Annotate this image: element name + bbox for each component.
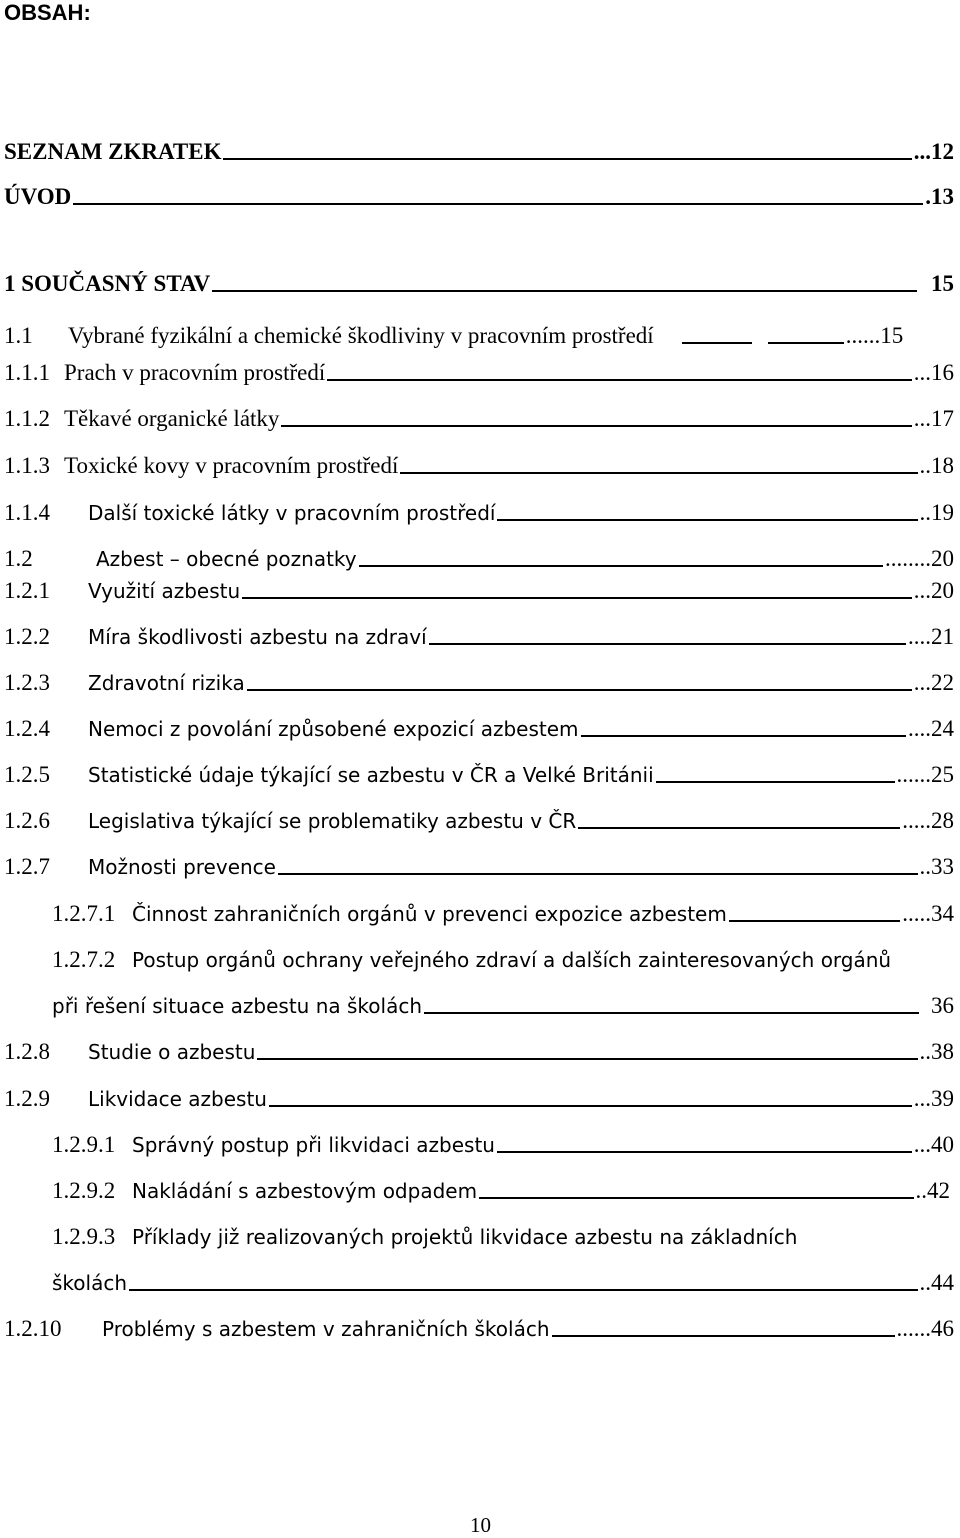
toc-leader-line bbox=[73, 203, 923, 205]
toc-section-number: 1.2.10 bbox=[4, 1316, 62, 1341]
toc-leader-dots: .... bbox=[908, 624, 931, 649]
toc-leader-line bbox=[656, 781, 895, 783]
toc-entry-1-2-9-3[interactable] bbox=[52, 1222, 797, 1252]
toc-entry-title: Postup orgánů ochrany veřejného zdraví a dalších zainteresovaných orgánů bbox=[132, 948, 892, 972]
toc-entry-1-2-2[interactable] bbox=[4, 622, 954, 652]
toc-entry-title: Nemoci z povolání způsobené expozicí azbestem bbox=[88, 717, 579, 741]
toc-section-number: 1.2.9.2 bbox=[52, 1178, 116, 1203]
toc-leader-dots: .... bbox=[908, 716, 931, 741]
toc-entry-title: Vybrané fyzikální a chemické škodliviny v pracovním prostředí bbox=[68, 323, 654, 348]
toc-page-number: 25 bbox=[931, 762, 954, 787]
toc-leader-dots: ... bbox=[913, 578, 931, 603]
toc-page-number: 22 bbox=[931, 670, 954, 695]
toc-leader-line bbox=[223, 158, 911, 160]
toc-entry-1-2-9[interactable] bbox=[4, 1084, 954, 1114]
toc-entry-1-1-2[interactable] bbox=[4, 404, 954, 434]
toc-entry-1-1[interactable] bbox=[4, 321, 954, 351]
toc-entry-title: Toxické kovy v pracovním prostředí bbox=[64, 453, 399, 478]
toc-leader-line bbox=[497, 519, 917, 521]
toc-leader-dots: ..... bbox=[902, 808, 931, 833]
toc-entry-title: Studie o azbestu bbox=[88, 1040, 256, 1064]
toc-entry-title: Možnosti prevence bbox=[88, 855, 276, 879]
toc-entry-title: Statistické údaje týkající se azbestu v ČR a Velké Británii bbox=[88, 763, 654, 787]
toc-page-number: 42 bbox=[927, 1178, 950, 1203]
toc-section-number: 1.2.8 bbox=[4, 1039, 50, 1064]
toc-leader-line bbox=[768, 342, 844, 344]
toc-leader-dots: ... bbox=[913, 360, 931, 385]
toc-entry-title: Likvidace azbestu bbox=[88, 1087, 267, 1111]
toc-page-number: 19 bbox=[931, 500, 954, 525]
toc-leader-line bbox=[281, 425, 911, 427]
toc-section-number: 1.1 bbox=[4, 323, 33, 348]
toc-section-number: 1.2.9.1 bbox=[52, 1132, 116, 1157]
toc-entry-1-2-3[interactable] bbox=[4, 668, 954, 698]
toc-page-number: 24 bbox=[931, 716, 954, 741]
toc-leader-dots: .. bbox=[919, 453, 931, 478]
toc-entry-1-2-5[interactable] bbox=[4, 760, 954, 790]
toc-leader-dots: ... bbox=[913, 139, 931, 164]
toc-leader-dots: .. bbox=[919, 1039, 931, 1064]
toc-leader-line bbox=[682, 342, 752, 344]
toc-section-number: 1.2.4 bbox=[4, 716, 50, 741]
toc-leader-line bbox=[278, 873, 918, 875]
toc-entry-chapter-1[interactable] bbox=[4, 269, 954, 299]
toc-section-number: 1.1.3 bbox=[4, 453, 50, 478]
toc-leader-dots: ... bbox=[913, 1132, 931, 1157]
toc-section-number: 1.2.9.3 bbox=[52, 1224, 116, 1249]
toc-entry-1-2-10[interactable] bbox=[4, 1314, 954, 1344]
toc-leader-dots: ...... bbox=[896, 1316, 931, 1341]
toc-leader-line bbox=[424, 1012, 919, 1014]
toc-leader-line bbox=[269, 1105, 912, 1107]
toc-leader-dots: .. bbox=[919, 1270, 931, 1295]
toc-section-number: 1.2.9 bbox=[4, 1086, 50, 1111]
toc-section-number: 1.2 bbox=[4, 546, 33, 571]
toc-entry-title: Problémy s azbestem v zahraničních školách bbox=[102, 1317, 550, 1341]
toc-entry-title: Legislativa týkající se problematiky azbestu v ČR bbox=[88, 809, 577, 833]
toc-leader-line bbox=[359, 565, 883, 567]
toc-leader-line bbox=[578, 827, 900, 829]
toc-leader-line bbox=[212, 290, 917, 292]
toc-section-number: 1.1.2 bbox=[4, 406, 50, 431]
toc-page-number: 12 bbox=[931, 139, 954, 164]
toc-leader-line bbox=[479, 1197, 913, 1199]
toc-entry-1-1-4[interactable] bbox=[4, 498, 954, 528]
page-number: 10 bbox=[470, 1513, 491, 1537]
toc-page-number: 33 bbox=[931, 854, 954, 879]
toc-leader-dots: ........ bbox=[885, 546, 931, 571]
toc-section-number: 1.2.5 bbox=[4, 762, 50, 787]
toc-entry-abbreviations[interactable] bbox=[4, 137, 954, 167]
toc-page-number: 20 bbox=[931, 546, 954, 571]
toc-entry-title: Těkavé organické látky bbox=[64, 406, 280, 431]
toc-page-number: 34 bbox=[931, 901, 954, 926]
toc-leader-line bbox=[400, 472, 917, 474]
toc-leader-dots: ...... bbox=[845, 323, 881, 348]
toc-entry-title: Příklady již realizovaných projektů likvidace azbestu na základních bbox=[132, 1225, 798, 1249]
toc-leader-line bbox=[429, 643, 906, 645]
toc-section-number: 1.2.7 bbox=[4, 854, 50, 879]
toc-entry-1-2-7-1[interactable] bbox=[52, 899, 954, 929]
toc-leader-line bbox=[552, 1335, 895, 1337]
toc-entry-label: ÚVOD bbox=[4, 184, 72, 209]
toc-leader-line bbox=[581, 735, 906, 737]
toc-entry-1-2-1[interactable] bbox=[4, 576, 954, 606]
toc-leader-dots: .. bbox=[915, 1178, 927, 1203]
toc-section-number: 1.1.1 bbox=[4, 360, 50, 385]
toc-entry-1-2-7-2[interactable] bbox=[52, 945, 891, 975]
toc-leader-line bbox=[242, 597, 912, 599]
toc-entry-title: Využití azbestu bbox=[88, 579, 241, 603]
toc-section-number: 1.1.4 bbox=[4, 500, 50, 525]
toc-entry-title: Další toxické látky v pracovním prostředí bbox=[88, 501, 496, 525]
toc-leader-line bbox=[327, 379, 912, 381]
toc-leader-line bbox=[257, 1058, 917, 1060]
toc-entry-title-continued: školách bbox=[52, 1271, 128, 1295]
toc-page-number: 40 bbox=[931, 1132, 954, 1157]
toc-section-number: 1.2.3 bbox=[4, 670, 50, 695]
toc-entry-intro[interactable] bbox=[4, 182, 954, 212]
toc-leader-dots: .. bbox=[919, 500, 931, 525]
toc-entry-1-2-4[interactable] bbox=[4, 714, 954, 744]
toc-leader-dots: ..... bbox=[902, 901, 931, 926]
toc-entry-1-1-1[interactable] bbox=[4, 358, 954, 388]
toc-page-number: 38 bbox=[931, 1039, 954, 1064]
toc-heading: OBSAH: bbox=[4, 0, 91, 25]
toc-entry-title-continued: při řešení situace azbestu na školách bbox=[52, 994, 422, 1018]
toc-page-number: 28 bbox=[931, 808, 954, 833]
toc-leader-dots: ...... bbox=[896, 762, 931, 787]
toc-entry-1-2-8[interactable] bbox=[4, 1037, 954, 1067]
toc-entry-label: SEZNAM ZKRATEK bbox=[4, 139, 222, 164]
toc-entry-1-1-3[interactable] bbox=[4, 451, 954, 481]
toc-entry-1-2-6[interactable] bbox=[4, 806, 954, 836]
toc-entry-1-2-9-1[interactable] bbox=[52, 1130, 954, 1160]
toc-entry-title: Činnost zahraničních orgánů v prevenci expozice azbestem bbox=[132, 902, 727, 926]
toc-section-number: 1.2.2 bbox=[4, 624, 50, 649]
toc-leader-dots: . bbox=[925, 184, 931, 209]
toc-page-number: 21 bbox=[931, 624, 954, 649]
toc-page-number: 20 bbox=[931, 578, 954, 603]
toc-section-number: 1.2.7.2 bbox=[52, 947, 116, 972]
toc-entry-1-2-7[interactable] bbox=[4, 852, 954, 882]
toc-entry-title: Nakládání s azbestovým odpadem bbox=[132, 1179, 478, 1203]
toc-section-number: 1.2.6 bbox=[4, 808, 50, 833]
toc-leader-dots: .. bbox=[919, 854, 931, 879]
toc-entry-label: 1 SOUČASNÝ STAV bbox=[4, 271, 211, 296]
toc-page-number: 36 bbox=[931, 993, 954, 1018]
toc-entry-title: Míra škodlivosti azbestu na zdraví bbox=[88, 625, 427, 649]
toc-entry-title: Azbest – obecné poznatky bbox=[96, 547, 357, 571]
toc-leader-dots: ... bbox=[913, 406, 931, 431]
toc-leader-line bbox=[497, 1151, 912, 1153]
toc-page-number: 13 bbox=[931, 184, 954, 209]
toc-entry-1-2-9-2[interactable] bbox=[52, 1176, 950, 1206]
toc-page-number: 16 bbox=[931, 360, 954, 385]
toc-leader-line bbox=[729, 920, 900, 922]
toc-page-number: 46 bbox=[931, 1316, 954, 1341]
toc-section-number: 1.2.1 bbox=[4, 578, 50, 603]
toc-page-number: 39 bbox=[931, 1086, 954, 1111]
toc-entry-title: Správný postup při likvidaci azbestu bbox=[132, 1133, 495, 1157]
toc-entry-1-2-9-3-continued[interactable] bbox=[52, 1268, 954, 1298]
toc-entry-title: Zdravotní rizika bbox=[88, 671, 245, 695]
toc-section-number: 1.2.7.1 bbox=[52, 901, 116, 926]
toc-page-number: 44 bbox=[931, 1270, 954, 1295]
toc-page-number: 15 bbox=[880, 323, 904, 348]
toc-leader-line bbox=[129, 1289, 917, 1291]
toc-leader-line bbox=[247, 689, 912, 691]
toc-leader-dots: ... bbox=[913, 1086, 931, 1111]
toc-entry-1-2-7-2-continued[interactable] bbox=[52, 991, 954, 1021]
toc-entry-title: Prach v pracovním prostředí bbox=[64, 360, 326, 385]
toc-page-number: 18 bbox=[931, 453, 954, 478]
toc-entry-1-2[interactable] bbox=[4, 544, 954, 574]
toc-leader-dots: ... bbox=[913, 670, 931, 695]
toc-page-number: 15 bbox=[931, 271, 954, 296]
toc-page-number: 17 bbox=[931, 406, 954, 431]
